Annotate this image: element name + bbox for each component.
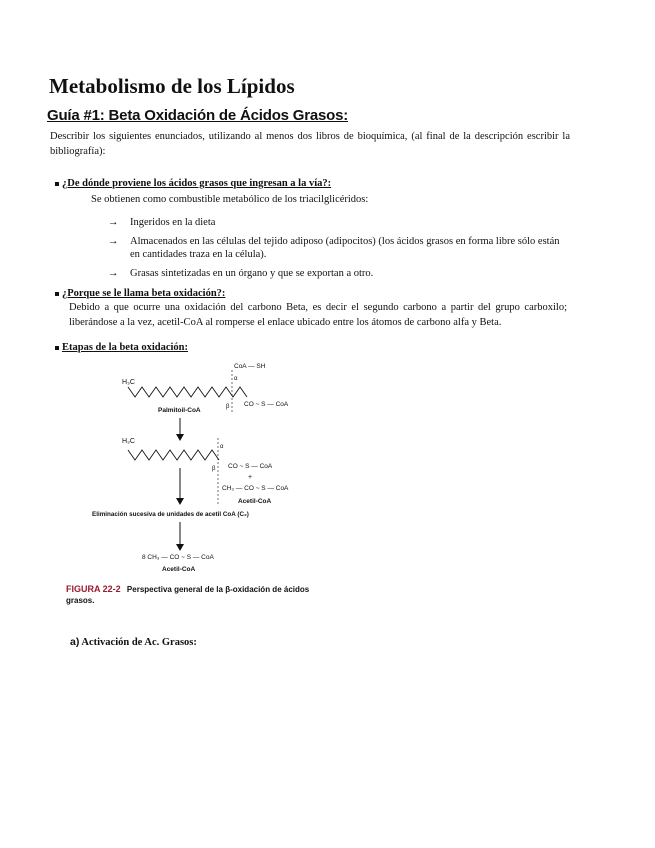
beta-mid-label: β xyxy=(212,466,216,472)
beta-top-label: β xyxy=(226,404,230,410)
subsection-letter: a) xyxy=(70,636,80,648)
figure-caption xyxy=(66,584,336,606)
guide-title: Guía #1: Beta Oxidación de Ácidos Grasos: xyxy=(47,107,349,124)
intro-paragraph: Describir los siguientes enunciados, utilizando al menos dos libros de bioquímica, (al final de la descripción escribir la bibliografía): xyxy=(50,131,570,157)
h3c-mid-label: H₃C xyxy=(122,438,135,445)
arrow-right-icon: → xyxy=(108,236,119,247)
list-item xyxy=(108,216,568,229)
h3c-top-label: H₃C xyxy=(122,379,135,386)
q2-text: Debido a que ocurre una oxidación del carbono Beta, es decir el segundo carbono a partir del grupo carboxilo; liberándose a la vez, acetil-CoA al romperse el enlace ubicado entre los átomos de carbono alfa y Beta. xyxy=(69,302,567,328)
arrow-right-icon: → xyxy=(108,268,119,279)
q3-heading: Etapas de la beta oxidación: xyxy=(62,342,189,353)
alpha-top-label: α xyxy=(234,376,238,382)
product-formula: 8 CH₃ — CO ~ S — CoA xyxy=(142,554,214,561)
list-item xyxy=(108,235,568,261)
acetyl-coa-formula: CH₃ — CO ~ S — CoA xyxy=(222,485,289,492)
bullet-square xyxy=(55,182,59,186)
arrow-right-icon: → xyxy=(108,217,119,228)
palmitoyl-chain xyxy=(128,387,247,397)
palmitoil-coa-label: Palmitoil-CoA xyxy=(158,407,201,414)
page-title: Metabolismo de los Lípidos xyxy=(49,74,295,98)
plus-sign: + xyxy=(248,474,253,481)
q1-heading: ¿De dónde proviene los ácidos grasos que ingresan a la vía?: xyxy=(62,178,332,189)
coa-sh-label: CoA — SH xyxy=(234,363,266,370)
arrow-down-icon xyxy=(176,498,184,505)
co-s-coa-mid-label: CO ~ S — CoA xyxy=(228,463,273,470)
acetil-coa-mid-label: Acetil-CoA xyxy=(238,498,272,505)
bullet-square xyxy=(55,346,59,350)
list-item-text: Grasas sintetizadas en un órgano y que se exportan a otro. xyxy=(130,268,374,279)
acyl-chain xyxy=(128,450,219,460)
arrow-down-icon xyxy=(176,434,184,441)
list-item-text: Ingeridos en la dieta xyxy=(130,217,216,228)
alpha-mid-label: α xyxy=(220,444,224,450)
subsection-a-heading xyxy=(70,636,197,648)
arrow-down-icon xyxy=(176,544,184,551)
q1-text: Se obtienen como combustible metabólico de los triacilglicéridos: xyxy=(91,194,369,205)
list-item xyxy=(108,267,568,280)
acetil-coa-bottom-label: Acetil-CoA xyxy=(162,566,196,573)
figure-caption-text: Perspectiva general de la β-oxidación de ácidos grasos. xyxy=(66,585,310,605)
subsection-title: Activación de Ac. Grasos: xyxy=(81,637,197,648)
elimination-label: Eliminación sucesiva de unidades de acetil CoA (C₂) xyxy=(92,511,249,518)
figure-label: FIGURA 22-2 xyxy=(66,584,121,594)
co-s-coa-top-label: CO ~ S — CoA xyxy=(244,401,289,408)
beta-oxidation-diagram xyxy=(80,356,360,618)
sources-list xyxy=(108,216,568,286)
q2-heading: ¿Porque se le llama beta oxidación?: xyxy=(62,288,226,299)
bullet-square xyxy=(55,292,59,296)
list-item-text: Almacenados en las células del tejido adiposo (adipocitos) (los ácidos grasos en forma libre sólo están en cantidades traza en la célula). xyxy=(130,236,560,260)
